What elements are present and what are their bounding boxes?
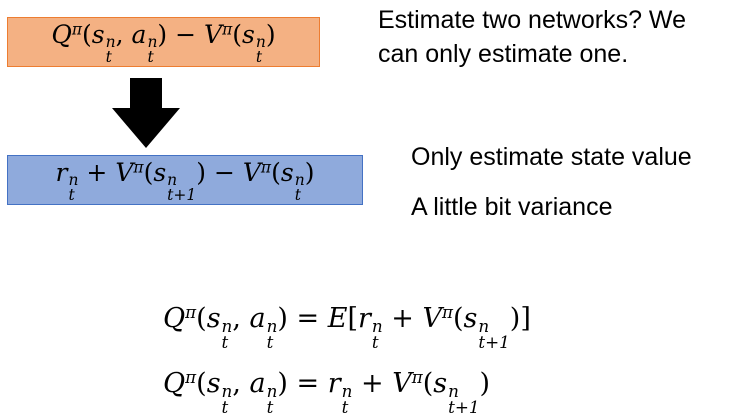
- state-value-caption: Only estimate state value: [411, 143, 692, 171]
- variance-caption: A little bit variance: [411, 193, 613, 221]
- advantage-formula-box: $Q^\pi(s$ n t , a n t ) − $V^\pi(s$ n t ): [7, 17, 320, 67]
- estimate-caption-line2: can only estimate one.: [378, 39, 629, 68]
- estimate-networks-caption: [378, 4, 686, 72]
- down-arrow-icon: [112, 78, 180, 148]
- estimate-caption-line1: Estimate two networks? We: [378, 6, 686, 34]
- expectation-equation: $Q^\pi(s$ n t , a n t ) = E[r n t + $V^\pi(s$ n t+1 )]: [163, 301, 531, 352]
- td-error-formula-box: r n t + $V^\pi(s$ n t+1 ) − $V^\pi(s$ n t ): [7, 155, 363, 205]
- approximation-equation: $Q^\pi(s$ n t , a n t ) = r n t + $V^\pi(s$ n t+1 ): [163, 366, 491, 417]
